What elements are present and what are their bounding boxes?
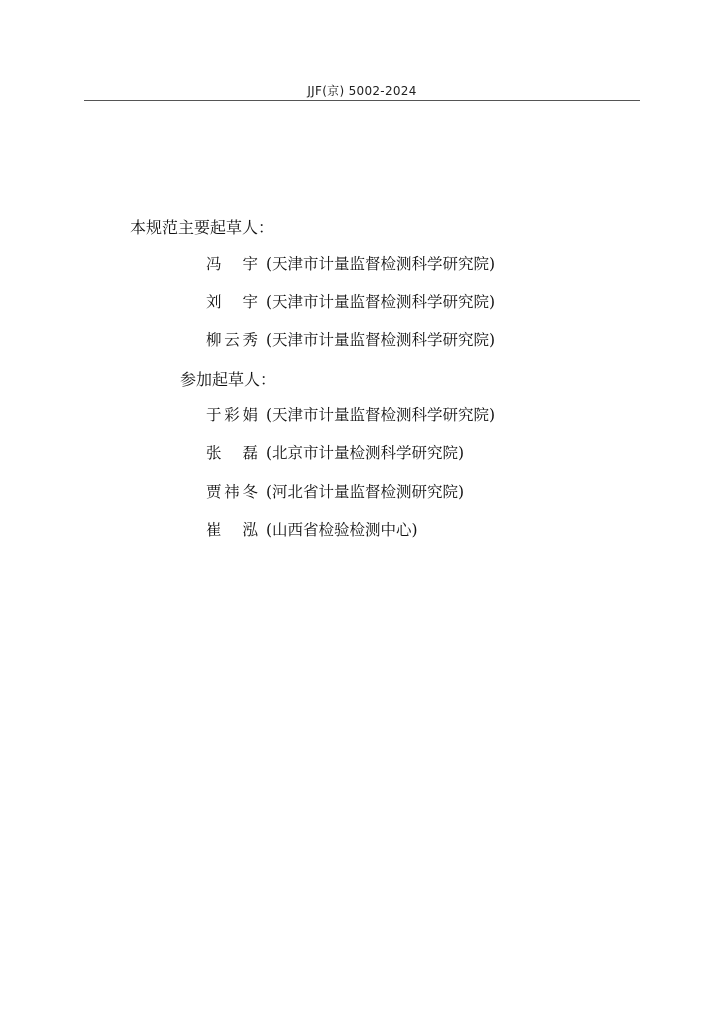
page-header-code: JJF(京) 5002-2024 <box>307 84 417 98</box>
drafter-row <box>206 328 495 350</box>
drafter-name: 崔 泓 <box>206 521 258 539</box>
drafter-organization: (天津市计量监督检测科学研究院) <box>266 255 496 273</box>
drafter-organization: (天津市计量监督检测科学研究院) <box>266 293 496 311</box>
drafter-name: 柳云秀 <box>206 331 258 349</box>
drafter-row <box>206 518 418 540</box>
drafter-name: 于彩娟 <box>206 406 258 424</box>
drafter-name: 冯 宇 <box>206 255 258 273</box>
drafter-organization: (天津市计量监督检测科学研究院) <box>266 406 496 424</box>
drafter-name: 刘 宇 <box>206 293 258 311</box>
drafter-organization: (山西省检验检测中心) <box>266 521 418 539</box>
drafter-row <box>206 290 495 312</box>
drafter-organization: (北京市计量检测科学研究院) <box>266 444 465 462</box>
drafter-row <box>206 403 495 425</box>
participating-drafters-heading: 参加起草人： <box>180 370 277 389</box>
drafter-organization: (天津市计量监督检测科学研究院) <box>266 331 496 349</box>
drafter-row <box>206 480 464 502</box>
main-drafters-heading: 本规范主要起草人： <box>130 218 275 237</box>
header-divider <box>84 100 640 101</box>
drafter-name: 张 磊 <box>206 444 258 462</box>
drafter-organization: (河北省计量监督检测研究院) <box>266 483 465 501</box>
drafter-name: 贾祎冬 <box>206 483 258 501</box>
drafter-row <box>206 252 495 274</box>
drafter-row <box>206 441 464 463</box>
